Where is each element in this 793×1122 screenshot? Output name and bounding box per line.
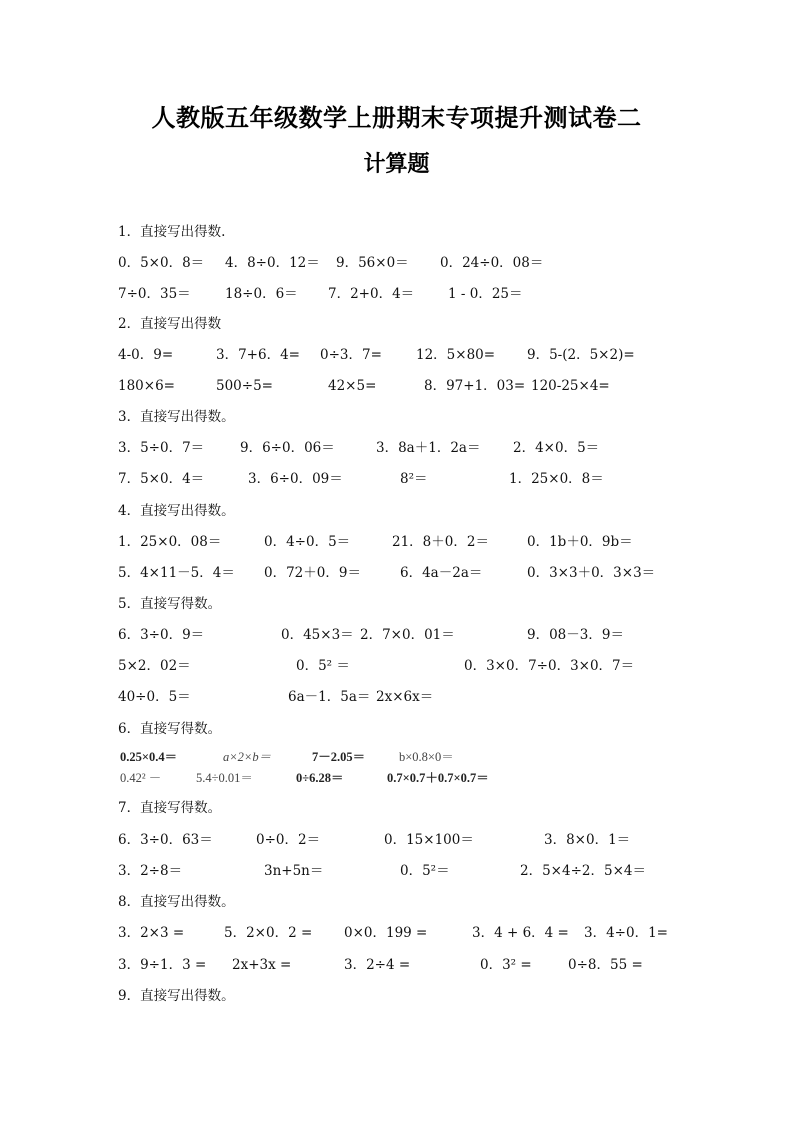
expression: 40÷0．5＝ — [118, 689, 191, 705]
expression: 0．3×3＋0．3×3＝ — [527, 565, 656, 581]
expression: 0．5²＝ — [400, 863, 450, 879]
question-6-heading-line — [0, 718, 793, 740]
expression: 3．4÷0．1= — [584, 925, 668, 941]
expression: 7÷0．35＝ — [118, 286, 191, 302]
expression: 12．5×80= — [416, 347, 496, 363]
question-heading: 9．直接写出得数。 — [118, 988, 235, 1004]
expression: 0．72＋0．9＝ — [264, 565, 361, 581]
expression: 5×2．02＝ — [118, 658, 191, 674]
expression: 0．3×0．7÷0．3×0．7＝ — [464, 658, 635, 674]
question-6-row-2 — [0, 769, 793, 787]
expression: 3．6÷0．09＝ — [248, 471, 343, 487]
question-5-row-1 — [0, 624, 793, 646]
question-8-row-1 — [0, 922, 793, 944]
question-4-row-1 — [0, 531, 793, 553]
question-4-row-2 — [0, 562, 793, 584]
expression: 7．2+0．4＝ — [328, 286, 415, 302]
expression: 4-0．9= — [118, 347, 174, 363]
expression: 0．24÷0．08＝ — [440, 255, 544, 271]
expression: 0．1b＋0．9b＝ — [527, 534, 633, 550]
question-7-row-2 — [0, 860, 793, 882]
question-9-heading-line — [0, 985, 793, 1007]
expression: 3．2×3 = — [118, 925, 185, 941]
expression: 3．8a＋1．2a＝ — [376, 440, 481, 456]
expression: 1．25×0．08＝ — [118, 534, 222, 550]
expression: 3．2÷4 = — [344, 957, 411, 973]
question-7-heading-line — [0, 797, 793, 819]
expression: 21．8＋0．2＝ — [392, 534, 489, 550]
expression: 5．2×0．2 = — [224, 925, 313, 941]
expression: 0÷6.28＝ — [296, 771, 344, 785]
question-3-row-2 — [0, 468, 793, 490]
expression: 0.42² － — [120, 771, 162, 785]
expression: 0．3² = — [480, 957, 532, 973]
question-7-row-1 — [0, 829, 793, 851]
expression: 120-25×4= — [531, 378, 610, 394]
expression: 9．56×0＝ — [336, 255, 409, 271]
expression: 0．4÷0．5＝ — [264, 534, 351, 550]
question-heading: 5．直接写得数。 — [118, 596, 222, 612]
expression: 2x+3x = — [232, 957, 292, 973]
expression: b×0.8×0＝ — [399, 750, 454, 764]
question-6-row-1 — [0, 748, 793, 766]
question-heading: 7．直接写得数。 — [118, 800, 222, 816]
question-1-row-2 — [0, 283, 793, 305]
expression: 3．5÷0．7＝ — [118, 440, 205, 456]
question-heading: 4．直接写出得数。 — [118, 503, 235, 519]
question-3-row-1 — [0, 437, 793, 459]
expression: 0×0．199 = — [344, 925, 428, 941]
expression: 4．8÷0．12＝ — [225, 255, 320, 271]
question-5-heading-line — [0, 593, 793, 615]
document-title: 人教版五年级数学上册期末专项提升测试卷二 — [151, 104, 642, 132]
expression: 3．9÷1．3 = — [118, 957, 207, 973]
expression: 2x×6x＝ — [376, 689, 434, 705]
question-8-row-2 — [0, 954, 793, 976]
expression: 7－2.05＝ — [312, 750, 366, 764]
expression: 9．6÷0．06＝ — [240, 440, 335, 456]
expression: 5.4÷0.01＝ — [196, 771, 253, 785]
expression: 18÷0．6＝ — [225, 286, 298, 302]
question-heading: 1．直接写出得数. — [118, 224, 226, 240]
expression: 0÷3．7= — [320, 347, 382, 363]
question-5-row-2 — [0, 655, 793, 677]
expression: 0.25×0.4＝ — [120, 750, 178, 764]
expression: 0.7×0.7＋0.7×0.7＝ — [387, 771, 489, 785]
expression: 6．4a－2a＝ — [400, 565, 483, 581]
question-1-row-1 — [0, 252, 793, 274]
question-heading: 2．直接写出得数 — [118, 316, 222, 332]
expression: 8．97+1．03= — [424, 378, 526, 394]
expression: 0．15×100＝ — [384, 832, 474, 848]
expression: a×2×b＝ — [223, 750, 272, 764]
expression: 5．4×11－5．4＝ — [118, 565, 235, 581]
question-1-heading-line — [0, 221, 793, 243]
expression: 0．5² ＝ — [296, 658, 350, 674]
question-5-row-3 — [0, 686, 793, 708]
question-8-heading-line — [0, 891, 793, 913]
expression: 6a－1．5a＝ — [288, 689, 371, 705]
question-heading: 6．直接写得数。 — [118, 721, 222, 737]
expression: 3．7+6．4= — [216, 347, 300, 363]
question-4-heading-line — [0, 500, 793, 522]
expression: 180×6= — [118, 378, 175, 394]
expression: 2．7×0．01＝ — [360, 627, 455, 643]
question-heading: 3．直接写出得数。 — [118, 409, 235, 425]
expression: 0．45×3＝ — [281, 627, 354, 643]
expression: 3．8×0．1＝ — [544, 832, 631, 848]
expression: 1．25×0．8＝ — [509, 471, 604, 487]
document-subtitle: 计算题 — [363, 152, 430, 177]
expression: 0．5×0．8＝ — [118, 255, 205, 271]
question-3-heading-line — [0, 406, 793, 428]
expression: 3n+5n＝ — [264, 863, 324, 879]
expression: 0÷8．55 = — [568, 957, 643, 973]
expression: 0÷0．2＝ — [256, 832, 321, 848]
expression: 7．5×0．4＝ — [118, 471, 205, 487]
question-heading: 8．直接写出得数。 — [118, 894, 235, 910]
expression: 8²＝ — [400, 471, 428, 487]
expression: 1 - 0．25＝ — [448, 286, 523, 302]
expression: 6．3÷0．63＝ — [118, 832, 213, 848]
expression: 3．2÷8＝ — [118, 863, 183, 879]
expression: 2．5×4÷2．5×4＝ — [520, 863, 646, 879]
question-2-row-1 — [0, 344, 793, 366]
question-2-heading-line — [0, 313, 793, 335]
expression: 500÷5= — [216, 378, 273, 394]
expression: 6．3÷0．9＝ — [118, 627, 205, 643]
expression: 9．5-(2．5×2)= — [527, 347, 635, 363]
expression: 2．4×0．5＝ — [513, 440, 600, 456]
question-2-row-2 — [0, 375, 793, 397]
expression: 9．08－3．9＝ — [527, 627, 624, 643]
expression: 42×5= — [328, 378, 377, 394]
expression: 3．4 + 6．4 = — [472, 925, 569, 941]
